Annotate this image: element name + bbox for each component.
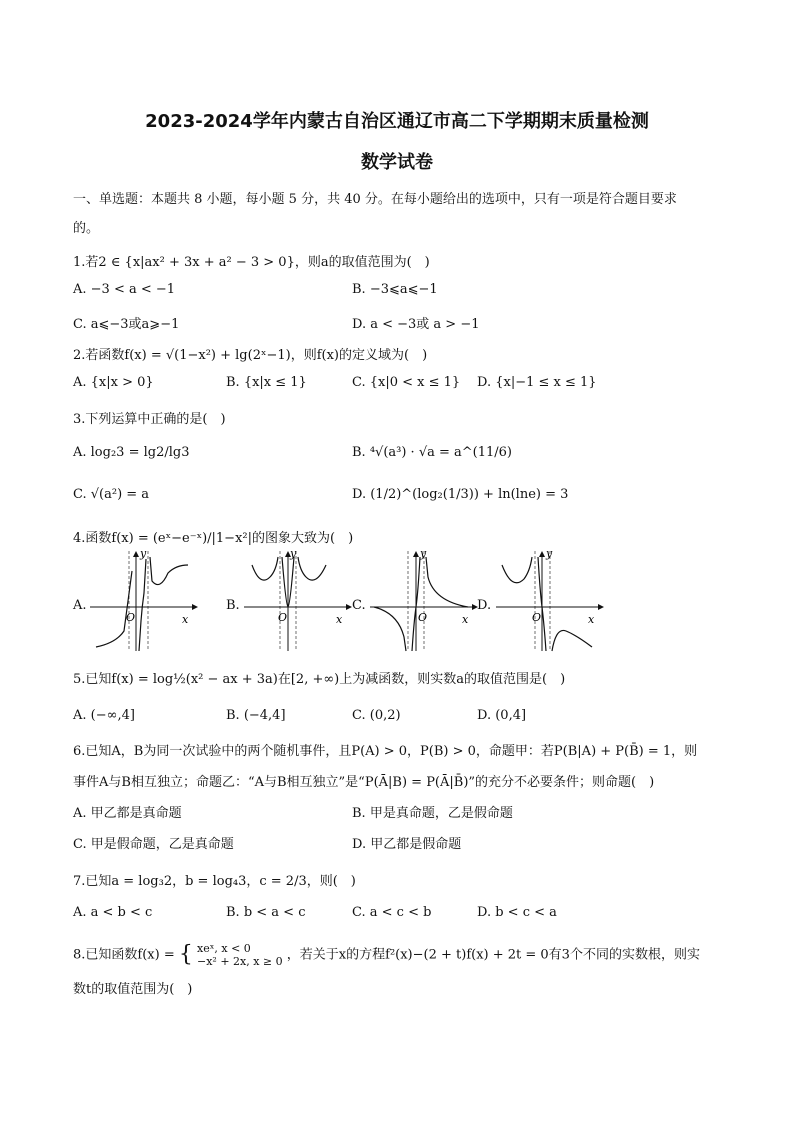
graph-a-x-label: x	[182, 613, 189, 626]
q4-graph-b[interactable]	[242, 547, 350, 653]
q7-option-b[interactable]: B. b < a < c	[226, 905, 306, 920]
q1-option-d[interactable]: D. a < −3或 a > −1	[352, 317, 480, 332]
q6-option-a[interactable]: A. 甲乙都是真命题	[73, 806, 182, 821]
q6-option-c[interactable]: C. 甲是假命题，乙是真命题	[73, 837, 234, 852]
q8-piecewise	[197, 942, 283, 968]
q4-option-d-label[interactable]: D.	[477, 598, 492, 613]
q3-option-d[interactable]: D. (1/2)^(log₂(1/3)) + ln(lne) = 3	[352, 487, 569, 502]
graph-b-y-label: y	[290, 547, 297, 560]
graph-d-x-label: x	[588, 613, 595, 626]
graph-a-svg	[88, 547, 196, 653]
q7-option-a[interactable]: A. a < b < c	[73, 905, 153, 920]
exam-subtitle: 数学试卷	[361, 152, 433, 173]
graph-d-y-label: y	[546, 547, 553, 560]
q4-graph-d[interactable]	[494, 547, 602, 653]
graph-a-y-label: y	[140, 547, 147, 560]
graph-b-origin: O	[278, 611, 288, 624]
q6-option-d[interactable]: D. 甲乙都是假命题	[352, 837, 462, 852]
graph-c-y-label: y	[420, 547, 427, 560]
q5-option-d[interactable]: D. (0,4]	[477, 708, 527, 723]
q2-option-b[interactable]: B. {x|x ≤ 1}	[226, 375, 307, 390]
section-instructions-cont: 的。	[73, 221, 100, 236]
q8-stem-cont: 数t的取值范围为( )	[73, 982, 193, 997]
q8-stem-lead: 8.已知函数f(x) =	[73, 947, 175, 963]
q4-option-c-label[interactable]: C.	[352, 598, 366, 613]
graph-b-x-label: x	[336, 613, 343, 626]
q4-graph-c[interactable]	[368, 547, 476, 653]
q3-stem: 3.下列运算中正确的是( )	[73, 412, 226, 427]
q7-stem: 7.已知a = log₃2，b = log₄3，c = 2/3，则( )	[73, 874, 356, 889]
q4-option-a-label[interactable]: A.	[73, 598, 87, 613]
q1-stem: 1.若2 ∈ {x|ax² + 3x + a² − 3 > 0}，则a的取值范围为( )	[73, 255, 430, 270]
q6-stem: 6.已知A，B为同一次试验中的两个随机事件，且P(A) > 0，P(B) > 0，命题甲：若P(B|A) + P(B̄) = 1，则	[73, 744, 698, 759]
q8-brace: {	[178, 942, 193, 967]
q8-case-2: −x² + 2x, x ≥ 0	[197, 955, 283, 968]
q7-option-c[interactable]: C. a < c < b	[352, 905, 432, 920]
q1-option-a[interactable]: A. −3 < a < −1	[73, 282, 176, 297]
q1-option-b[interactable]: B. −3⩽a⩽−1	[352, 282, 438, 297]
graph-c-svg	[368, 547, 476, 653]
graph-d-origin: O	[532, 611, 542, 624]
q6-option-b[interactable]: B. 甲是真命题，乙是假命题	[352, 806, 513, 821]
q8-stem	[73, 942, 700, 968]
q2-stem: 2.若函数f(x) = √(1−x²) + lg(2ˣ−1)，则f(x)的定义域为( )	[73, 348, 428, 363]
q4-option-b-label[interactable]: B.	[226, 598, 240, 613]
section-instructions: 一、单选题：本题共 8 小题，每小题 5 分，共 40 分。在每小题给出的选项中，只有一项是符合题目要求	[73, 192, 677, 207]
q5-option-c[interactable]: C. (0,2)	[352, 708, 401, 723]
q8-case-1: xeˣ, x < 0	[197, 942, 251, 955]
graph-a-origin: O	[126, 611, 136, 624]
q1-option-c[interactable]: C. a⩽−3或a⩾−1	[73, 317, 180, 332]
graph-b-svg	[242, 547, 350, 653]
graph-c-origin: O	[418, 611, 428, 624]
q4-graph-a[interactable]	[88, 547, 196, 653]
q2-option-d[interactable]: D. {x|−1 ≤ x ≤ 1}	[477, 375, 597, 390]
q3-option-b[interactable]: B. ⁴√(a³) · √a = a^(11/6)	[352, 445, 512, 460]
q8-stem-tail: ，若关于x的方程f²(x)−(2 + t)f(x) + 2t = 0有3个不同的实数根，则实	[286, 947, 700, 963]
q2-option-c[interactable]: C. {x|0 < x ≤ 1}	[352, 375, 461, 390]
q2-option-a[interactable]: A. {x|x > 0}	[73, 375, 154, 390]
q6-stem-cont: 事件A与B相互独立；命题乙：“A与B相互独立”是“P(Ā|B) = P(Ā|B̄)”的充分不必要条件；则命题( )	[73, 775, 655, 790]
q3-option-a[interactable]: A. log₂3 = lg2/lg3	[73, 445, 190, 460]
graph-c-x-label: x	[462, 613, 469, 626]
q7-option-d[interactable]: D. b < c < a	[477, 905, 557, 920]
q5-option-b[interactable]: B. (−4,4]	[226, 708, 286, 723]
q3-option-c[interactable]: C. √(a²) = a	[73, 487, 150, 502]
q4-stem: 4.函数f(x) = (eˣ−e⁻ˣ)/|1−x²|的图象大致为( )	[73, 531, 354, 546]
graph-d-svg	[494, 547, 602, 653]
exam-title: 2023-2024学年内蒙古自治区通辽市高二下学期期末质量检测	[145, 111, 649, 132]
q5-option-a[interactable]: A. (−∞,4]	[73, 708, 135, 723]
q5-stem: 5.已知f(x) = log½(x² − ax + 3a)在[2, +∞)上为减函数，则实数a的取值范围是( )	[73, 672, 566, 687]
